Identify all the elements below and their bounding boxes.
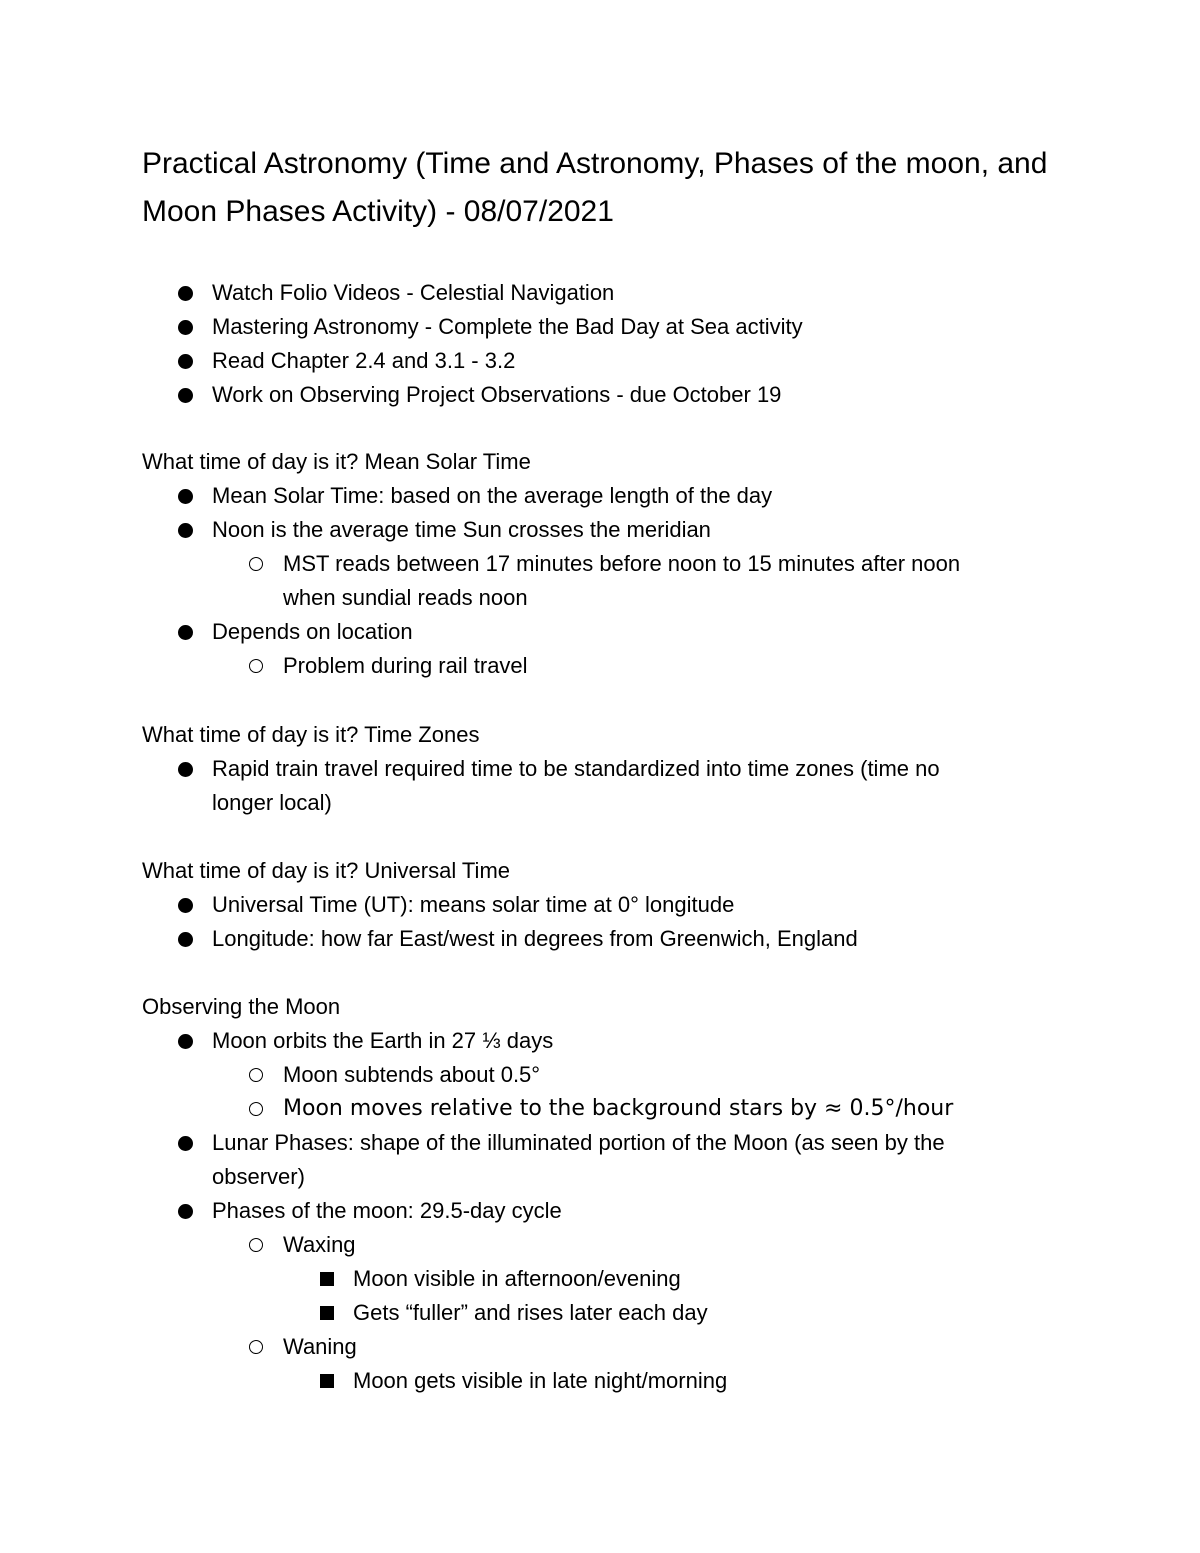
section-heading: What time of day is it? Time Zones — [142, 722, 480, 747]
list-item: Moon moves relative to the background stars by ≈ 0.5°/hour — [142, 1092, 1042, 1126]
task-list — [142, 276, 1042, 412]
bullet-dot-icon — [178, 310, 193, 344]
bullet-square-icon — [320, 1364, 334, 1398]
bullet-dot-icon — [178, 922, 193, 956]
list-item: Lunar Phases: shape of the illuminated portion of the Moon (as seen by the — [142, 1126, 1042, 1160]
bullet-circle-icon — [249, 649, 263, 683]
list-item: Moon subtends about 0.5° — [142, 1058, 1042, 1092]
bullet-dot-icon — [178, 513, 193, 547]
list-item: Mean Solar Time: based on the average length of the day — [142, 479, 1042, 513]
list-item: Longitude: how far East/west in degrees from Greenwich, England — [142, 922, 1042, 956]
bullet-dot-icon — [178, 276, 193, 310]
list-item: Universal Time (UT): means solar time at 0° longitude — [142, 888, 1042, 922]
list-item: Depends on location — [142, 615, 1042, 649]
list-item: Waning — [142, 1330, 1042, 1364]
bullet-circle-icon — [249, 1092, 263, 1126]
bullet-dot-icon — [178, 344, 193, 378]
list-item: Mastering Astronomy - Complete the Bad Day at Sea activity — [142, 310, 1042, 344]
bullet-dot-icon — [178, 479, 193, 513]
bullet-dot-icon — [178, 615, 193, 649]
bullet-circle-icon — [249, 1228, 263, 1262]
section-heading: Observing the Moon — [142, 994, 341, 1019]
list-item: Work on Observing Project Observations - due October 19 — [142, 378, 1042, 412]
bullet-dot-icon — [178, 1194, 193, 1228]
bullet-square-icon — [320, 1296, 334, 1330]
bullet-circle-icon — [249, 1330, 263, 1364]
list-item: Rapid train travel required time to be standardized into time zones (time no — [142, 752, 1042, 786]
list-item: Read Chapter 2.4 and 3.1 - 3.2 — [142, 344, 1042, 378]
bullet-dot-icon — [178, 1126, 193, 1160]
section-universal-time — [142, 854, 1042, 956]
section-observing-moon — [142, 990, 1042, 1398]
list-item: Watch Folio Videos - Celestial Navigation — [142, 276, 1042, 310]
bullet-dot-icon — [178, 888, 193, 922]
list-item: Gets “fuller” and rises later each day — [142, 1296, 1042, 1330]
list-item: Problem during rail travel — [142, 649, 1042, 683]
list-item: Moon visible in afternoon/evening — [142, 1262, 1042, 1296]
bullet-circle-icon — [249, 547, 263, 581]
bullet-dot-icon — [178, 752, 193, 786]
list-item: MST reads between 17 minutes before noon to 15 minutes after noon — [142, 547, 1042, 581]
section-heading: What time of day is it? Mean Solar Time — [142, 449, 531, 474]
list-item-continuation: longer local) — [212, 790, 332, 815]
bullet-dot-icon — [178, 1024, 193, 1058]
page-title: Practical Astronomy (Time and Astronomy, Phases of the moon, and Moon Phases Activity) - 08/07/2021 — [142, 147, 1048, 228]
bullet-square-icon — [320, 1262, 334, 1296]
bullet-dot-icon — [178, 378, 193, 412]
list-item: Noon is the average time Sun crosses the meridian — [142, 513, 1042, 547]
list-item-continuation: when sundial reads noon — [283, 585, 528, 610]
list-item: Phases of the moon: 29.5-day cycle — [142, 1194, 1042, 1228]
bullet-circle-icon — [249, 1058, 263, 1092]
list-item: Waxing — [142, 1228, 1042, 1262]
section-mean-solar-time — [142, 445, 1042, 683]
section-time-zones — [142, 718, 1042, 820]
section-heading: What time of day is it? Universal Time — [142, 858, 511, 883]
list-item-continuation: observer) — [212, 1164, 305, 1189]
list-item: Moon orbits the Earth in 27 ⅓ days — [142, 1024, 1042, 1058]
list-item: Moon gets visible in late night/morning — [142, 1364, 1042, 1398]
